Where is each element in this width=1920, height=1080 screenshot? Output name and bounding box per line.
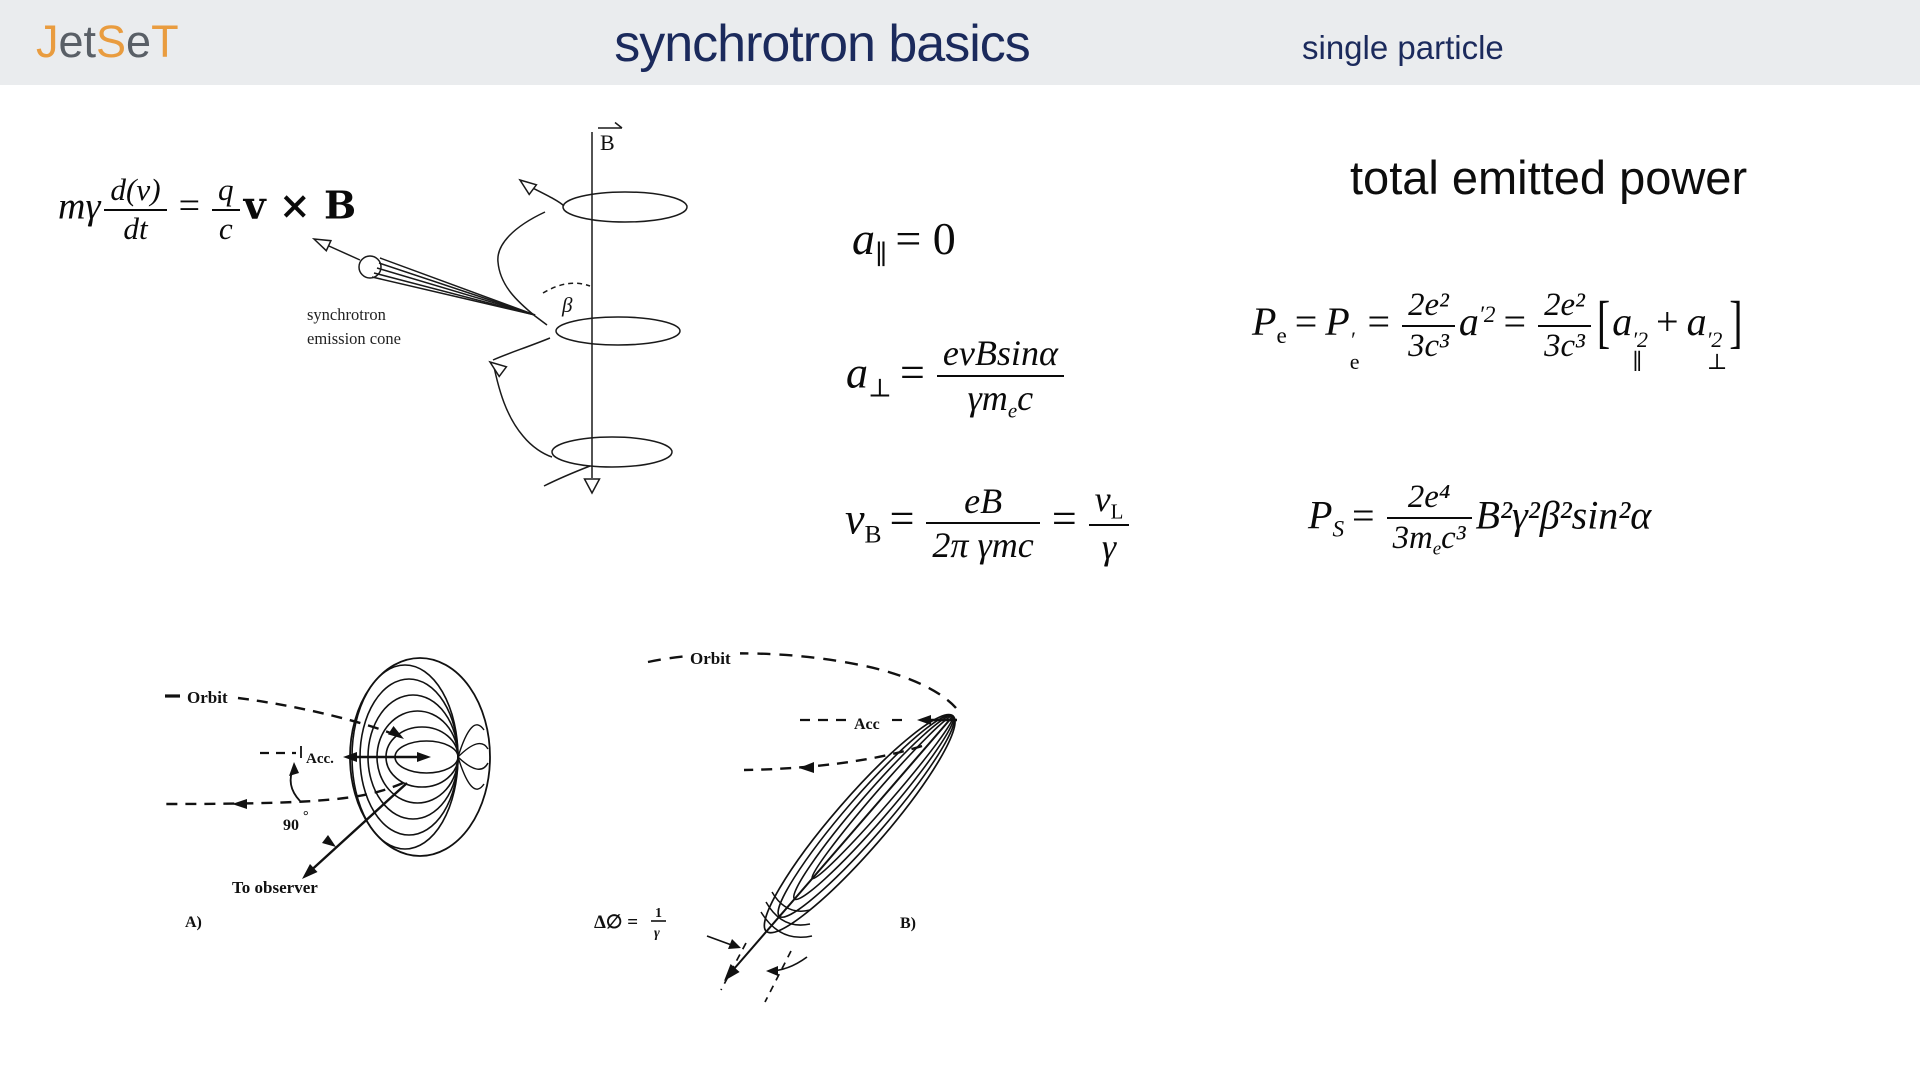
angle-dashed-edge	[721, 943, 746, 990]
slide-title: synchrotron basics	[614, 15, 1030, 73]
cone-arrow-icon	[314, 239, 331, 251]
helix-strand	[544, 466, 590, 486]
to-observer-label: To observer	[232, 878, 318, 897]
cone-line	[377, 268, 535, 315]
eq-denominator: γ	[1089, 524, 1130, 569]
eq-denominator: dt	[104, 209, 166, 248]
angle-curve-arrow-icon	[766, 966, 778, 976]
equation-synchrotron-power	[1308, 478, 1651, 561]
helix-loop	[552, 437, 672, 467]
logo-letter: et	[58, 16, 97, 67]
eq-term: B²γ²β²sin²α	[1475, 492, 1652, 538]
eq-denominator: 3c³	[1402, 325, 1455, 366]
logo-letter: S	[96, 16, 127, 67]
eq-supsub: ′2 ⊥	[1706, 326, 1728, 375]
eq-denominator: 2π γmc	[926, 522, 1039, 567]
orbit-direction-arrow-icon	[799, 762, 814, 773]
cone-caption-line1: synchrotron	[307, 305, 386, 324]
delta-phi-numerator: 1	[655, 906, 662, 921]
eq-numerator: 2e²	[1544, 287, 1585, 323]
equals-sign: =	[1051, 494, 1077, 544]
velocity-arrow-icon	[490, 362, 506, 376]
power-heading: total emitted power	[1350, 151, 1748, 204]
cone-line	[372, 277, 535, 315]
eq-numerator: 2e⁴	[1407, 479, 1451, 515]
equation-gyrofrequency	[845, 478, 1133, 569]
velocity-arrow-icon	[520, 180, 536, 194]
eq-subscript: ∥	[875, 239, 888, 270]
orbit-label: Orbit	[187, 688, 228, 707]
equals-sign: =	[178, 185, 201, 228]
cone-aperture-circle	[359, 256, 381, 278]
angle-arc-arrow-icon	[289, 762, 299, 776]
eq-term: mγ	[58, 185, 101, 228]
eq-numerator: d(v)	[110, 172, 161, 207]
equals-sign: =	[1503, 298, 1527, 344]
panel-a-label: A)	[185, 914, 202, 931]
orbit-dashed-line	[165, 783, 403, 804]
equals-sign: =	[1352, 492, 1375, 538]
eq-numerator: evBsinα	[942, 333, 1058, 373]
eq-term: a	[846, 348, 868, 398]
cone-caption-line2: emission cone	[307, 329, 401, 348]
eq-term: v × B	[243, 182, 357, 228]
acc-label: Acc	[854, 716, 880, 733]
right-bracket: ]	[1729, 288, 1743, 354]
delta-phi-label: Δ∅ =	[594, 912, 639, 933]
equals-sign: =	[900, 348, 925, 398]
eq-subscript: e	[1276, 322, 1287, 349]
logo-letter: T	[151, 16, 179, 67]
delta-phi-denominator: γ	[654, 926, 660, 941]
eq-denominator: $3m_ec^3$	[1387, 517, 1472, 561]
b-field-bottom-arrow-icon	[585, 479, 600, 493]
pattern-arc	[458, 757, 484, 789]
beamed-pattern-diagram	[560, 640, 980, 1065]
eq-supsub: ′ e	[1349, 326, 1360, 375]
eq-superscript: ′2	[1478, 302, 1496, 329]
equation-a-perp	[846, 332, 1068, 423]
eq-subscript: S	[1332, 516, 1345, 543]
eq-supsub: ′2 ∥	[1632, 326, 1649, 375]
helix-loop	[556, 317, 680, 345]
orbit-label: Orbit	[690, 649, 731, 668]
eq-term: a	[852, 213, 875, 264]
pattern-arc	[458, 757, 488, 769]
equals-sign: =	[889, 494, 915, 544]
eq-rhs: = 0	[895, 213, 956, 264]
angle-90-label: 90	[283, 817, 299, 834]
logo-letter: e	[126, 16, 152, 67]
eq-numerator: q	[218, 172, 234, 207]
small-angle-arrow-icon	[322, 835, 336, 847]
cone-line	[379, 263, 535, 315]
panel-b-label: B)	[900, 915, 916, 932]
beam-axis-line	[727, 716, 953, 977]
slide-subtitle: single particle	[1302, 29, 1504, 66]
eq-term: a	[1612, 298, 1633, 344]
eq-denominator: c	[212, 209, 240, 248]
eq-numerator: 2e²	[1408, 287, 1449, 323]
pattern-arc	[458, 725, 484, 757]
cone-line	[380, 258, 535, 315]
dipole-pattern-diagram	[150, 650, 570, 970]
degree-sign: °	[303, 809, 309, 824]
b-vector-arrow-icon	[598, 123, 622, 129]
equals-sign: =	[1367, 298, 1391, 344]
acc-label: Acc.	[306, 751, 334, 767]
eq-numerator: $\nu_L$	[1094, 479, 1124, 524]
equation-a-parallel	[852, 212, 964, 270]
equation-emitted-power	[1252, 286, 1745, 374]
eq-term: a	[1686, 298, 1707, 344]
eq-term: ν	[845, 494, 865, 544]
helix-loop	[563, 192, 687, 222]
b-field-label: B	[600, 130, 615, 155]
equals-sign: =	[1294, 298, 1318, 344]
pitch-angle-arc	[543, 283, 590, 293]
eq-denominator: 3c³	[1538, 325, 1591, 366]
left-bracket: [	[1596, 288, 1611, 354]
jetset-logo	[36, 16, 179, 68]
eq-subscript: ⊥	[868, 373, 892, 403]
plus-sign: +	[1656, 298, 1679, 344]
eq-term: a	[1458, 298, 1479, 344]
orbit-direction-arrow-icon	[232, 799, 247, 809]
eq-subscript: B	[864, 519, 882, 549]
helix-diagram	[280, 90, 740, 530]
eq-term: P	[1325, 298, 1350, 344]
header-bar	[0, 0, 1920, 85]
beta-label: β	[562, 293, 573, 317]
eq-denominator: $\gamma m_ec$	[937, 375, 1064, 423]
eq-numerator: eB	[964, 480, 1003, 521]
eq-term: P	[1308, 492, 1333, 538]
logo-letter: J	[36, 16, 59, 67]
helix-strand	[494, 367, 552, 457]
helix-strand	[493, 338, 550, 360]
eq-term: P	[1252, 298, 1277, 344]
angle-dashed-edge	[765, 951, 791, 1002]
acceleration-arrow-right-icon	[417, 752, 431, 762]
